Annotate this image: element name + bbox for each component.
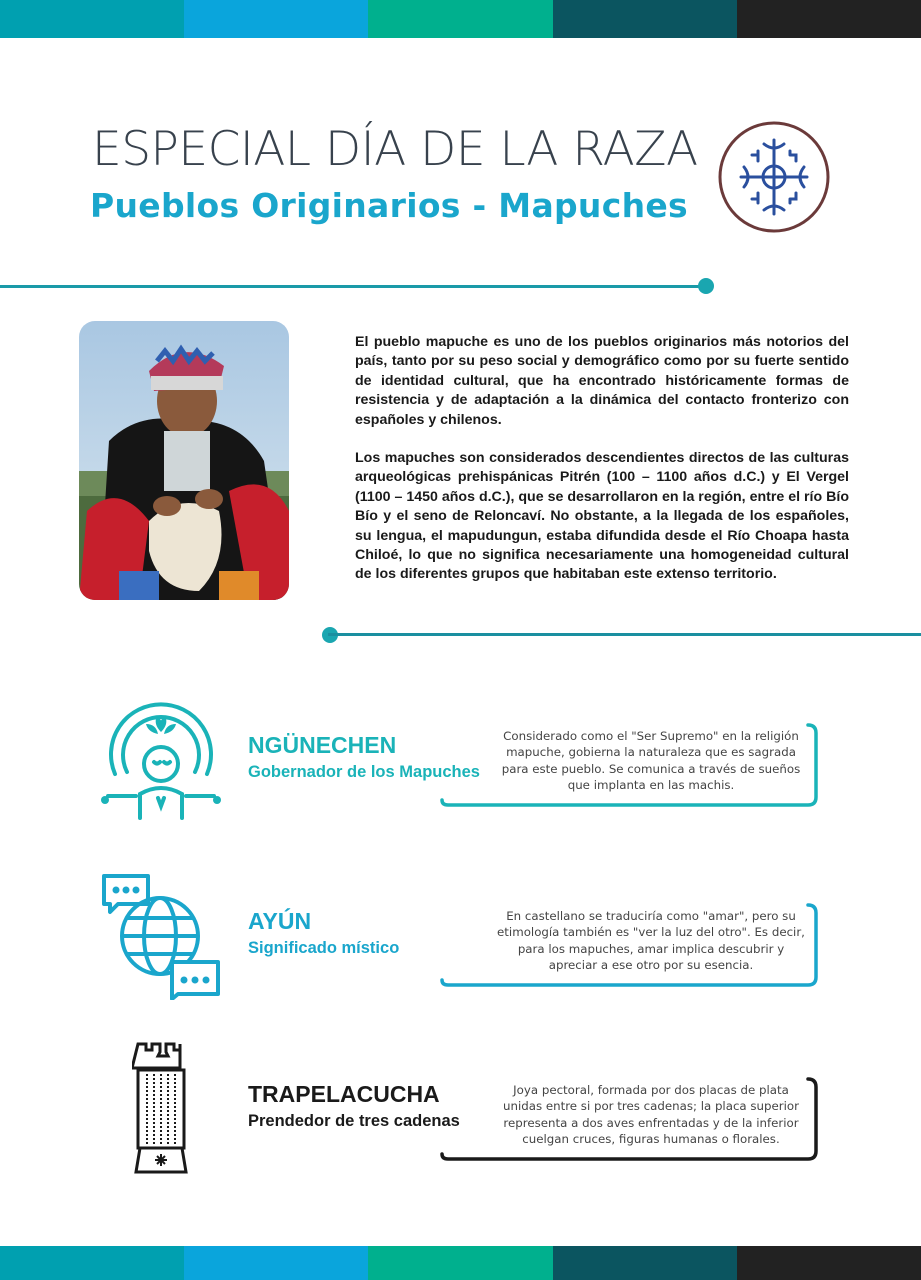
- nguenechen-icon: [100, 694, 222, 820]
- page-title: ESPECIAL DÍA DE LA RAZA: [92, 122, 698, 177]
- trapelacucha-icon: [132, 1040, 190, 1176]
- intro-paragraph: El pueblo mapuche es uno de los pueblos originarios más notorios del país, tanto por su peso social y demográfico como por su fuerte sentido de identidad cultural, que ha encontrado históricamente formas de resistencia y de adaptación a la dinámica del contacto fronterizo con españoles y chilenos.: [355, 334, 849, 428]
- globe-chat-icon: [100, 870, 222, 1000]
- bottom-color-stripe: [0, 1246, 921, 1280]
- item-description-box: [440, 1076, 818, 1162]
- stripe-segment: [368, 0, 552, 38]
- item-description-box: [440, 722, 818, 808]
- top-color-stripe: [0, 0, 921, 38]
- intro-paragraph: Los mapuches son considerados descendientes directos de las culturas arqueológicas prehispánicas Pitrén (100 – 1100 años d.C.) y El Vergel (1100 – 1450 años d.C.), que se desarrollaron en la región, entre el río Bío Bío y el seno de Reloncaví. No obstante, a la llegada de los españoles, su lengua, el mapudungun, estaba difundida desde el Río Choapa hasta Chiloé, lo que no significa necesariamente una homogeneidad cultural de los diferentes grupos que habitaban este extenso territorio.: [355, 450, 849, 583]
- divider-dot: [698, 278, 714, 294]
- stripe-segment: [0, 1246, 184, 1280]
- item-title-ayun: AYÚN: [248, 908, 312, 934]
- item-description: Considerado como el "Ser Supremo" en la religión mapuche, gobierna la naturaleza que es sagrada para este pueblo. Se comunica a través de sueños que implanta en las machis.: [501, 729, 801, 792]
- page-subtitle: Pueblos Originarios - Mapuches: [90, 186, 689, 225]
- stripe-segment: [184, 1246, 368, 1280]
- stripe-segment: [368, 1246, 552, 1280]
- stripe-segment: [184, 0, 368, 38]
- divider-line: [0, 285, 706, 288]
- item-description: En castellano se traduciría como "amar", pero su etimología también es "ver la luz del otro". Es decir, para los mapuches, amar implica descubrir y apreciar a ese otro por su esencia.: [497, 909, 805, 972]
- item-subtitle-ayun: Significado místico: [248, 939, 400, 957]
- stripe-segment: [553, 1246, 737, 1280]
- item-subtitle-trapelacucha: Prendedor de tres cadenas: [248, 1112, 460, 1130]
- item-description: Joya pectoral, formada por dos placas de plata unidas entre si por tres cadenas; la placa superior representa a dos aves enfrentadas y de la inferior cuelgan cruces, figuras humanas o florales.: [503, 1083, 799, 1146]
- stripe-segment: [0, 0, 184, 38]
- item-subtitle-nguenechen: Gobernador de los Mapuches: [248, 763, 480, 781]
- stripe-segment: [553, 0, 737, 38]
- stripe-segment: [737, 0, 921, 38]
- item-title-nguenechen: NGÜNECHEN: [248, 732, 397, 758]
- stripe-segment: [737, 1246, 921, 1280]
- intro-text: [355, 333, 849, 604]
- divider-line: [328, 633, 921, 636]
- mapuche-emblem-icon: [717, 120, 831, 234]
- mapuche-woman-photo: [79, 321, 289, 600]
- item-description-box: [440, 902, 818, 988]
- item-title-trapelacucha: TRAPELACUCHA: [248, 1081, 440, 1107]
